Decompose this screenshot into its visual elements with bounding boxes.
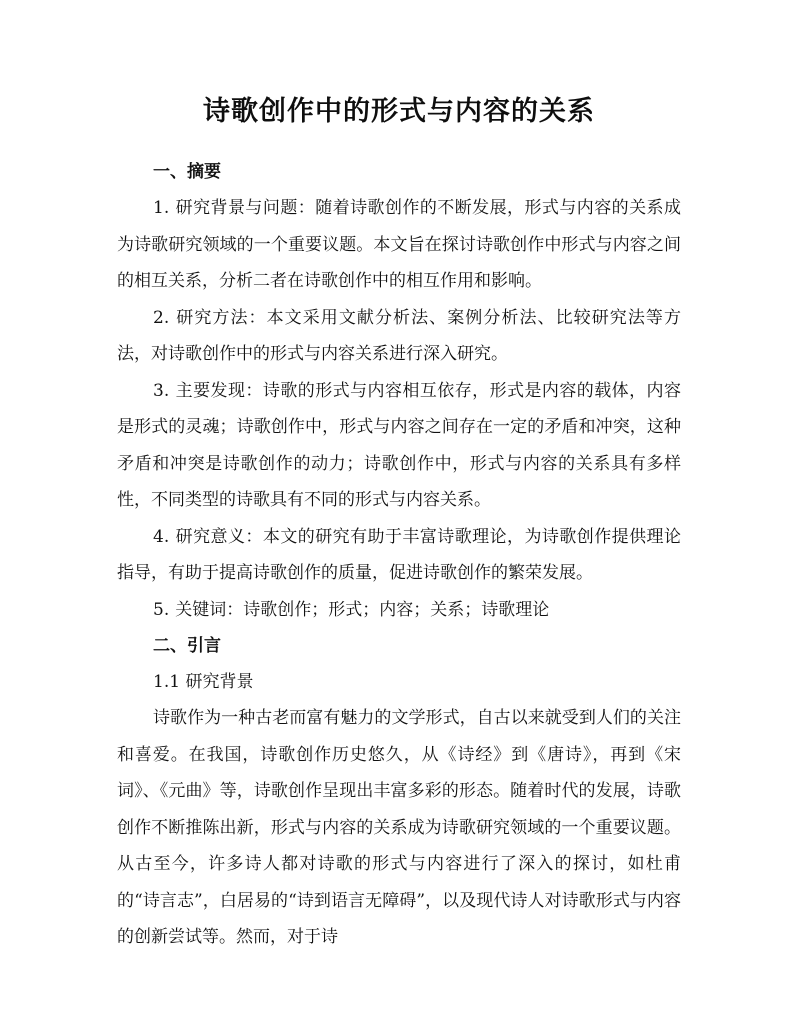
section-heading-abstract: 一、摘要: [153, 162, 221, 182]
abstract-item-1: [117, 190, 681, 300]
section-heading-intro: 二、引言: [153, 636, 221, 656]
item-text: 关键词：诗歌创作；形式；内容；关系；诗歌理论: [175, 599, 550, 620]
item-text: 研究方法：本文采用文献分析法、案例分析法、比较研究法等方法，对诗歌创作中的形式与内容关系进行深入研究。: [117, 307, 681, 364]
item-number: 1.: [153, 198, 170, 218]
abstract-item-2: [117, 300, 681, 373]
intro-paragraph: 诗歌作为一种古老而富有魅力的文学形式，自古以来就受到人们的关注和喜爱。在我国，诗歌创作历史悠久，从《诗经》到《唐诗》，再到《宋词》、《元曲》等，诗歌创作呈现出丰富多彩的形态。随着时代的发展，诗歌创作不断推陈出新，形式与内容的关系成为诗歌研究领域的一个重要议题。从古至今，许多诗人都对诗歌的形式与内容进行了深入的探讨，如杜甫的“诗言志”，白居易的“诗到语言无障碍”，以及现代诗人对诗歌形式与内容的创新尝试等。然而，对于诗: [117, 708, 681, 947]
item-text: 主要发现：诗歌的形式与内容相互依存，形式是内容的载体，内容是形式的灵魂；诗歌创作中，形式与内容之间存在一定的矛盾和冲突，这种矛盾和冲突是诗歌创作的动力；诗歌创作中，形式与内容的关系具有多样性，不同类型的诗歌具有不同的形式与内容关系。: [117, 380, 681, 510]
abstract-item-5: [117, 592, 681, 629]
item-text: 研究背景与问题：随着诗歌创作的不断发展，形式与内容的关系成为诗歌研究领域的一个重要议题。本文旨在探讨诗歌创作中形式与内容之间的相互关系，分析二者在诗歌创作中的相互作用和影响。: [117, 198, 681, 291]
abstract-item-3: [117, 373, 681, 519]
document-title: 诗歌创作中的形式与内容的关系: [203, 96, 595, 127]
item-number: 3.: [153, 380, 170, 401]
item-number: 2.: [153, 307, 170, 328]
abstract-item-4: [117, 519, 681, 592]
item-number: 5.: [153, 599, 170, 620]
item-number: 4.: [153, 526, 170, 547]
subsection-heading-background: 1.1 研究背景: [153, 672, 254, 692]
document-page: [117, 92, 681, 956]
item-text: 研究意义：本文的研究有助于丰富诗歌理论，为诗歌创作提供理论指导，有助于提高诗歌创作的质量，促进诗歌创作的繁荣发展。: [117, 526, 681, 583]
